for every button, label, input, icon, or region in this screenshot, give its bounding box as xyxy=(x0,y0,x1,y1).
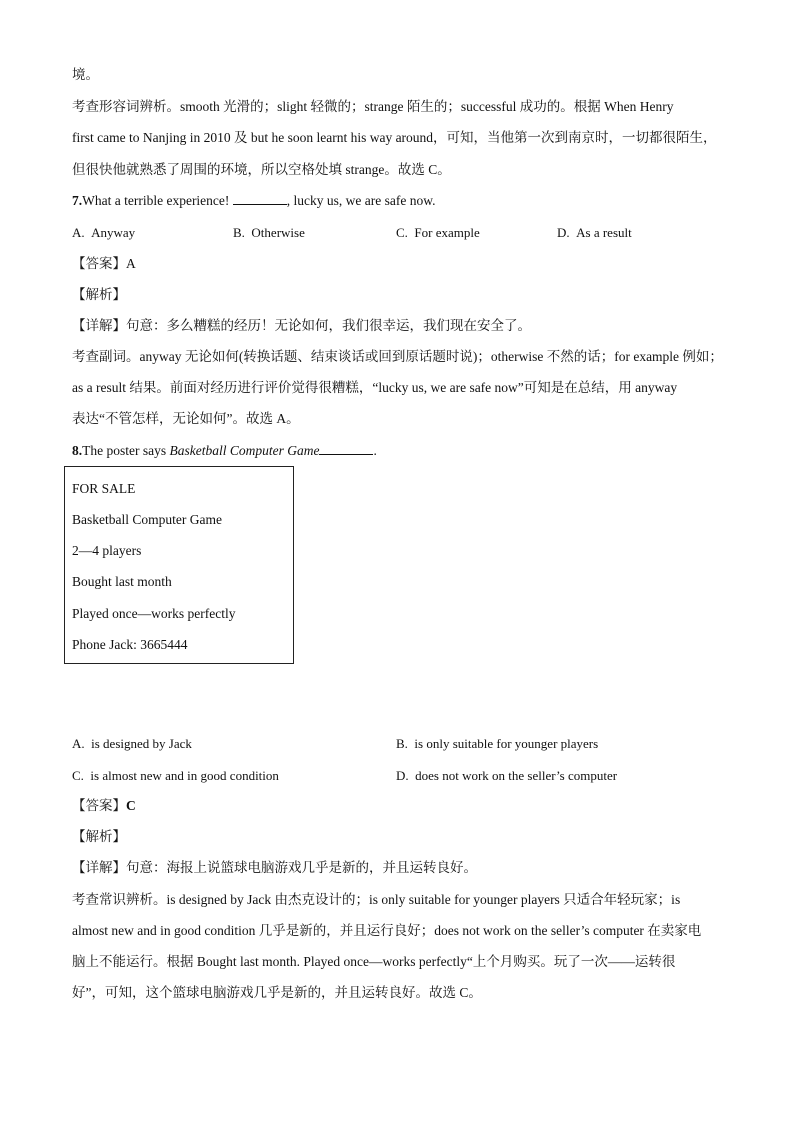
q8-stem-before: The poster says xyxy=(82,443,170,458)
q7-option-d-text: As a result xyxy=(576,225,632,240)
q7-option-a-letter: A. xyxy=(72,225,85,240)
q8-stem-italic: Basketball Computer Game xyxy=(169,443,320,458)
q7-answer-value: A xyxy=(126,256,136,271)
q7-detail-line-2: 考查副词。anyway 无论如何(转换话题、结束谈话或回到原话题时说)；otherwise 不然的话；for example 例如； xyxy=(72,349,723,364)
q8-analysis-label: 【解析】 xyxy=(72,829,126,844)
q7-blank xyxy=(233,192,287,205)
q8-option-a-text: is designed by Jack xyxy=(91,736,192,751)
q7-option-c-text: For example xyxy=(414,225,480,240)
q8-detail-line-5: 好”，可知，这个篮球电脑游戏几乎是新的，并且运转良好。故选 C。 xyxy=(72,985,482,1000)
q8-option-b-letter: B. xyxy=(396,736,408,751)
q7-option-a xyxy=(72,224,135,242)
q7-stem-before: What a terrible experience! xyxy=(82,193,233,208)
q7-answer xyxy=(72,255,136,273)
q7-option-b-text: Otherwise xyxy=(251,225,305,240)
q7-detail-line-3: as a result 结果。前面对经历进行评价觉得很糟糕，“lucky us, we are safe now”可知是在总结，用 anyway xyxy=(72,380,678,395)
q8-blank xyxy=(319,442,373,455)
q8-option-d-letter: D. xyxy=(396,768,409,783)
poster-line-4: Bought last month xyxy=(72,574,172,589)
q8-detail-line-1: 【详解】句意：海报上说篮球电脑游戏几乎是新的，并且运转良好。 xyxy=(72,860,477,875)
q8-option-c xyxy=(72,767,279,785)
q8-detail-line-3: almost new and in good condition 几乎是新的，并且运行良好；does not work on the seller’s computer 在卖家电 xyxy=(72,923,702,938)
q8-stem xyxy=(72,442,377,460)
q7-stem-after: , lucky us, we are safe now. xyxy=(286,193,436,208)
poster-line-5: Played once—works perfectly xyxy=(72,606,236,621)
q8-stem-after: . xyxy=(373,443,377,458)
prev-explanation-line-3: first came to Nanjing in 2010 及 but he soon learnt his way around，可知，当他第一次到南京时，一切都很陌生， xyxy=(72,130,717,145)
q7-analysis-label: 【解析】 xyxy=(72,287,126,302)
q8-option-b-text: is only suitable for younger players xyxy=(414,736,599,751)
poster-line-2: Basketball Computer Game xyxy=(72,512,222,527)
q7-option-b xyxy=(233,224,305,242)
q8-option-d xyxy=(396,767,617,785)
prev-explanation-line-1: 境。 xyxy=(72,67,99,82)
q7-option-a-text: Anyway xyxy=(91,225,136,240)
q7-stem xyxy=(72,192,435,210)
poster-line-1: FOR SALE xyxy=(72,481,136,496)
q8-number: 8. xyxy=(72,443,83,458)
q8-option-c-text: is almost new and in good condition xyxy=(90,768,279,783)
q8-option-d-text: does not work on the seller’s computer xyxy=(415,768,618,783)
prev-explanation-line-4: 但很快他就熟悉了周围的环境，所以空格处填 strange。故选 C。 xyxy=(72,162,451,177)
q7-option-c-letter: C. xyxy=(396,225,408,240)
q7-option-b-letter: B. xyxy=(233,225,245,240)
poster-line-3: 2—4 players xyxy=(72,543,142,558)
q8-detail-line-2: 考查常识辨析。is designed by Jack 由杰克设计的；is only suitable for younger players 只适合年轻玩家；is xyxy=(72,892,681,907)
q8-option-c-letter: C. xyxy=(72,768,84,783)
q8-answer xyxy=(72,797,136,815)
q8-detail-line-4: 脑上不能运行。根据 Bought last month. Played once—works perfectly“上个月购买。玩了一次——运转很 xyxy=(72,954,676,969)
q8-answer-label: 【答案】 xyxy=(72,798,126,813)
q7-option-d-letter: D. xyxy=(557,225,570,240)
q8-answer-value: C xyxy=(126,798,136,813)
q7-number: 7. xyxy=(72,193,83,208)
q7-detail-line-4: 表达“不管怎样，无论如何”。故选 A。 xyxy=(72,411,300,426)
q8-option-a-letter: A. xyxy=(72,736,85,751)
poster-line-6: Phone Jack: 3665444 xyxy=(72,637,188,652)
q7-answer-label: 【答案】 xyxy=(72,256,126,271)
q8-option-b xyxy=(396,735,598,753)
q8-option-a xyxy=(72,735,192,753)
q7-option-d xyxy=(557,224,632,242)
for-sale-poster xyxy=(64,466,294,664)
q7-option-c xyxy=(396,224,480,242)
prev-explanation-line-2: 考查形容词辨析。smooth 光滑的；slight 轻微的；strange 陌生的；successful 成功的。根据 When Henry xyxy=(72,99,674,114)
q7-detail-line-1: 【详解】句意：多么糟糕的经历！无论如何，我们很幸运，我们现在安全了。 xyxy=(72,318,531,333)
